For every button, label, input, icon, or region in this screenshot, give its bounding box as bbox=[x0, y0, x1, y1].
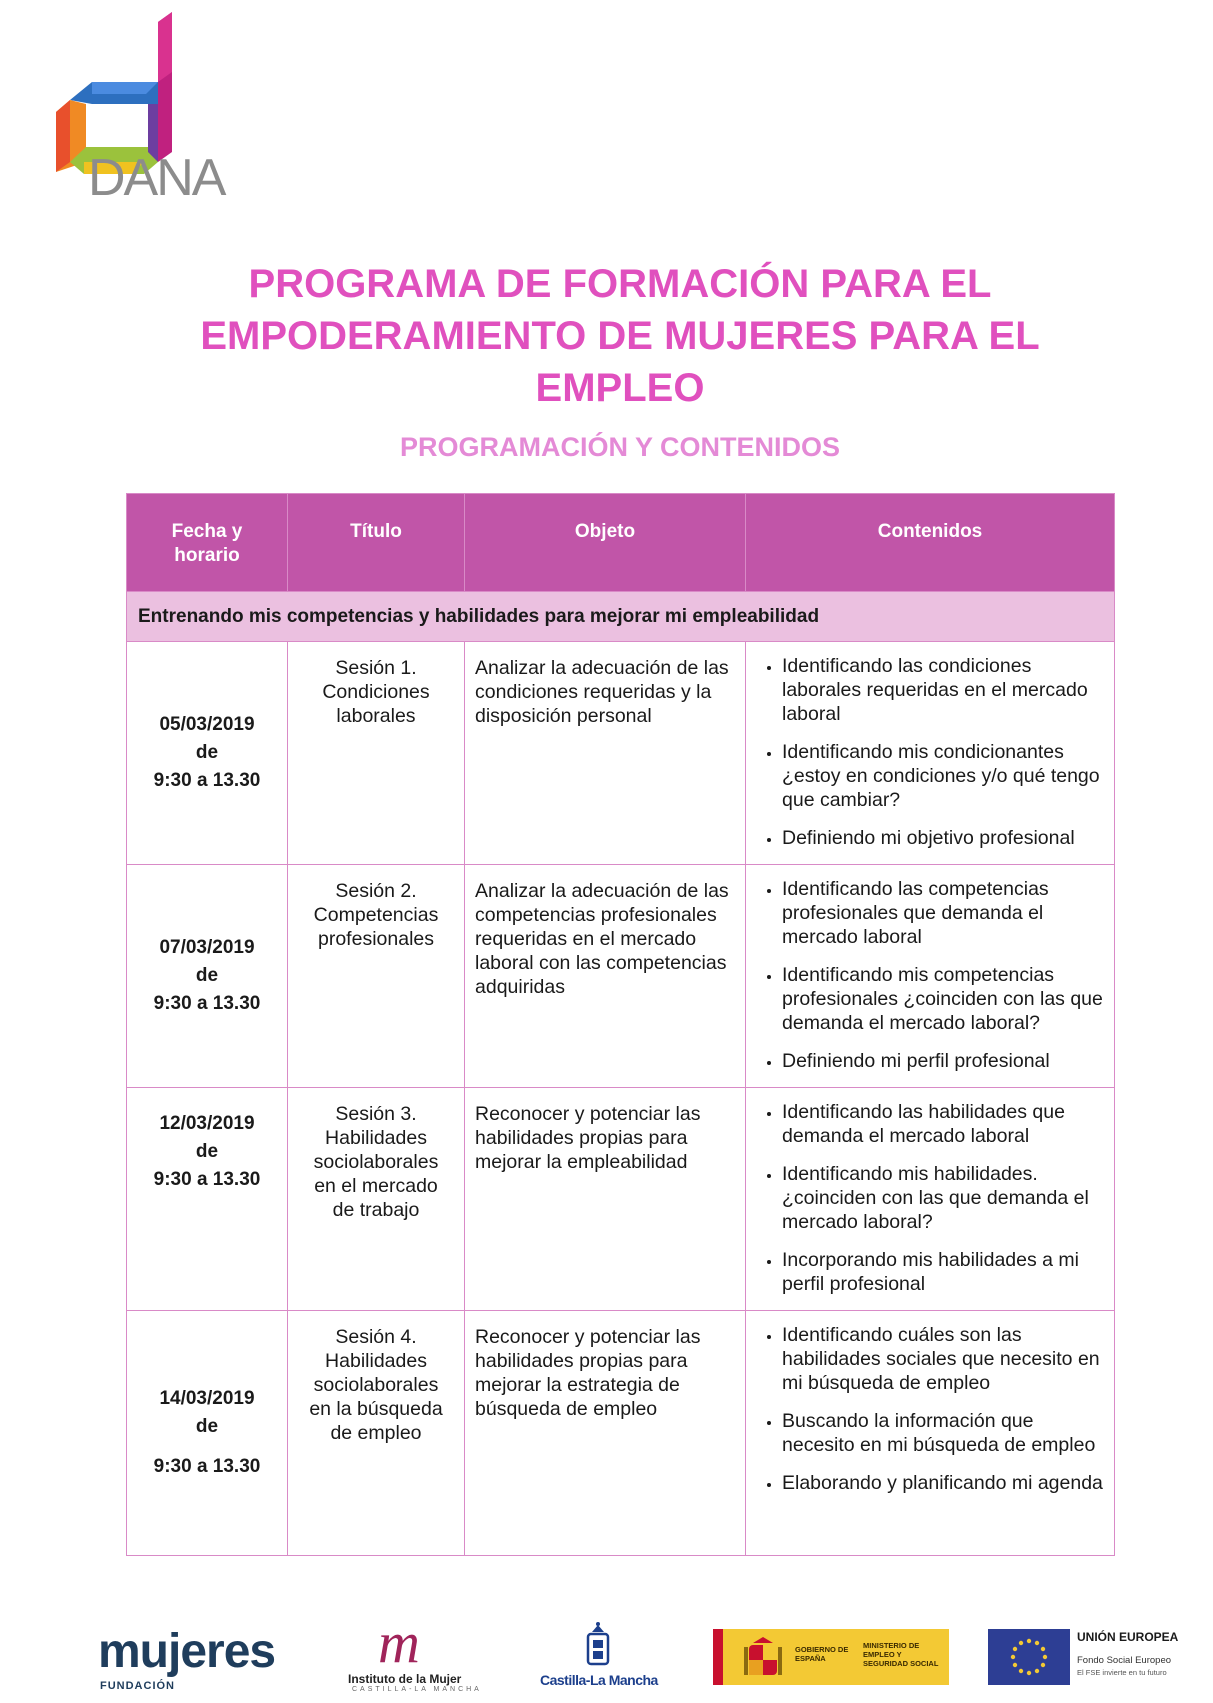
dana-wordmark: DANA bbox=[88, 149, 225, 207]
session-contents bbox=[746, 865, 1115, 1088]
content-item: • Identificando mis habilidades. ¿coinciden con las que demanda el mercado laboral? bbox=[782, 1162, 1106, 1234]
session-title-line: Condiciones bbox=[322, 681, 430, 703]
session-time: 9:30 a 13.30 bbox=[153, 770, 261, 791]
session-date: 14/03/2019 bbox=[159, 1388, 255, 1409]
session-title-line: en el mercado bbox=[314, 1175, 438, 1197]
session-title-line: laborales bbox=[336, 705, 416, 727]
fundacion-mujeres-sub: FUNDACIÓN bbox=[100, 1680, 175, 1692]
date-cell bbox=[127, 1311, 288, 1556]
session-title-line: en la búsqueda bbox=[309, 1398, 443, 1420]
schedule-table bbox=[126, 493, 1115, 1556]
table-header-row bbox=[127, 494, 1115, 592]
spain-flag-stripe bbox=[713, 1629, 723, 1685]
gobierno-espana-logo bbox=[713, 1629, 949, 1685]
session-time: 9:30 a 13.30 bbox=[153, 1456, 261, 1477]
date-cell bbox=[127, 1088, 288, 1311]
section-row bbox=[127, 592, 1115, 642]
eu-fund-name: Fondo Social Europeo bbox=[1077, 1655, 1172, 1666]
page-subtitle: PROGRAMACIÓN Y CONTENIDOS bbox=[399, 432, 841, 462]
content-item: • Identificando las condiciones laborales requeridas en el mercado laboral bbox=[782, 654, 1106, 726]
ministerio-line: MINISTERIO DE EMPLEO Y SEGURIDAD SOCIAL bbox=[863, 1641, 939, 1668]
session-title-line: Competencias bbox=[313, 904, 439, 926]
session-object: Analizar la adecuación de las condiciones requeridas y la disposición personal bbox=[465, 642, 746, 865]
table-row bbox=[127, 1311, 1115, 1556]
header-contents: Contenidos bbox=[746, 494, 1115, 592]
session-title-line: sociolaborales bbox=[313, 1151, 439, 1173]
content-item: • Identificando las habilidades que demanda el mercado laboral bbox=[782, 1100, 1106, 1148]
header-object: Objeto bbox=[465, 494, 746, 592]
table-row bbox=[127, 1088, 1115, 1311]
session-object: Reconocer y potenciar las habilidades propias para mejorar la empleabilidad bbox=[465, 1088, 746, 1311]
session-title bbox=[288, 1088, 465, 1311]
date-cell bbox=[127, 642, 288, 865]
fundacion-mujeres-logo: mujeres bbox=[98, 1625, 276, 1678]
header-title: Título bbox=[288, 494, 465, 592]
content-item: • Identificando mis competencias profesionales ¿coinciden con las que demanda el mercado laboral? bbox=[782, 963, 1106, 1035]
eu-flag-icon bbox=[988, 1629, 1070, 1685]
castilla-la-mancha-crest-icon bbox=[584, 1622, 612, 1668]
content-item: • Identificando cuáles son las habilidades sociales que necesito en mi búsqueda de empleo bbox=[782, 1323, 1106, 1395]
session-title-line: Sesión 4. bbox=[335, 1326, 417, 1348]
session-contents bbox=[746, 642, 1115, 865]
eu-fund-slogan: El FSE invierte en tu futuro bbox=[1077, 1668, 1167, 1677]
eu-title: UNIÓN EUROPEA bbox=[1077, 1630, 1179, 1644]
session-de: de bbox=[195, 742, 219, 763]
session-title-line: profesionales bbox=[318, 928, 434, 950]
instituto-mujer-mark: m bbox=[378, 1610, 420, 1675]
session-title bbox=[288, 642, 465, 865]
gobierno-line: GOBIERNO DE ESPAÑA bbox=[795, 1645, 849, 1663]
session-de: de bbox=[195, 1141, 219, 1162]
castilla-la-mancha-name: Castilla-La Mancha bbox=[540, 1672, 658, 1688]
content-item: • Identificando mis condicionantes ¿estoy en condiciones y/o qué tengo que cambiar? bbox=[782, 740, 1106, 812]
session-date: 05/03/2019 bbox=[159, 714, 255, 735]
session-contents bbox=[746, 1088, 1115, 1311]
instituto-mujer-name: Instituto de la Mujer bbox=[348, 1672, 462, 1686]
session-de: de bbox=[195, 965, 219, 986]
spain-coat-of-arms-icon bbox=[743, 1635, 783, 1679]
session-time: 9:30 a 13.30 bbox=[153, 1169, 261, 1190]
session-contents bbox=[746, 1311, 1115, 1556]
session-title-line: de trabajo bbox=[332, 1199, 420, 1221]
header-date-line: horario bbox=[174, 545, 240, 566]
content-item: • Definiendo mi perfil profesional bbox=[782, 1049, 1106, 1073]
session-object: Analizar la adecuación de las competencias profesionales requeridas en el mercado laboral con las competencias adquiridas bbox=[465, 865, 746, 1088]
header-date-line: Fecha y bbox=[171, 521, 243, 542]
page-title-line: EMPODERAMIENTO DE MUJERES PARA EL bbox=[200, 314, 1040, 358]
page-title bbox=[100, 258, 1140, 414]
page-title-line: PROGRAMA DE FORMACIÓN PARA EL bbox=[248, 262, 992, 306]
content-item: • Buscando la información que necesito en mi búsqueda de empleo bbox=[782, 1409, 1106, 1457]
session-date: 07/03/2019 bbox=[159, 937, 255, 958]
content-item: • Identificando las competencias profesionales que demanda el mercado laboral bbox=[782, 877, 1106, 949]
session-title bbox=[288, 865, 465, 1088]
table-row bbox=[127, 642, 1115, 865]
session-de: de bbox=[195, 1416, 219, 1437]
content-item: • Incorporando mis habilidades a mi perfil profesional bbox=[782, 1248, 1106, 1296]
session-title-line: Habilidades bbox=[325, 1127, 427, 1149]
header-date bbox=[127, 494, 288, 592]
session-object: Reconocer y potenciar las habilidades propias para mejorar la estrategia de búsqueda de empleo bbox=[465, 1311, 746, 1556]
section-label: Entrenando mis competencias y habilidades para mejorar mi empleabilidad bbox=[127, 592, 1115, 642]
session-date: 12/03/2019 bbox=[159, 1113, 255, 1134]
date-cell bbox=[127, 865, 288, 1088]
session-time: 9:30 a 13.30 bbox=[153, 993, 261, 1014]
instituto-mujer-sub: CASTILLA-LA MANCHA bbox=[352, 1686, 482, 1693]
session-title-line: Sesión 1. bbox=[335, 657, 417, 679]
content-item: • Elaborando y planificando mi agenda bbox=[782, 1471, 1106, 1495]
table-row bbox=[127, 865, 1115, 1088]
session-title-line: Sesión 2. bbox=[335, 880, 417, 902]
session-title bbox=[288, 1311, 465, 1556]
session-title-line: Sesión 3. bbox=[335, 1103, 417, 1125]
session-title-line: Habilidades bbox=[325, 1350, 427, 1372]
footer-logos bbox=[0, 1610, 1213, 1700]
content-item: • Definiendo mi objetivo profesional bbox=[782, 826, 1106, 850]
session-title-line: sociolaborales bbox=[313, 1374, 439, 1396]
page-title-line: EMPLEO bbox=[535, 366, 705, 410]
session-title-line: de empleo bbox=[330, 1422, 422, 1444]
